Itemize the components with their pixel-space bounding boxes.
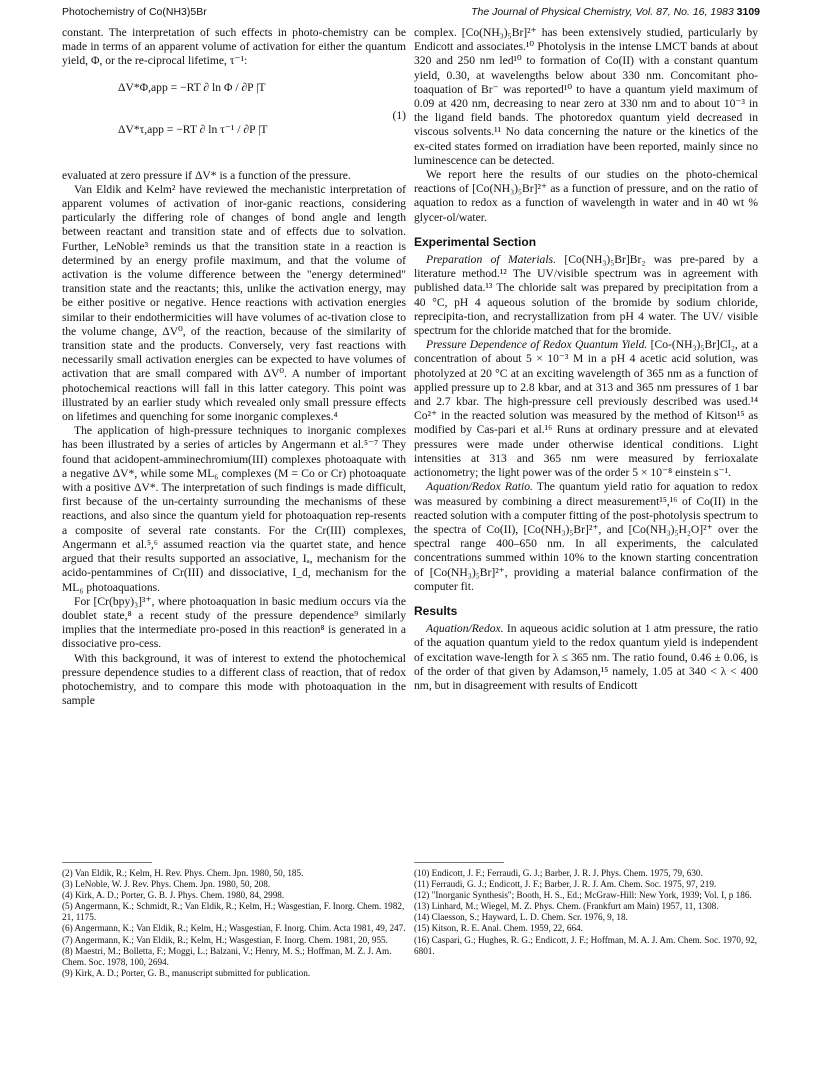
paragraph-text: In aqueous acidic solution at 1 atm pressure, the ratio of the aquation quantum yield to the redox quantum yield is independent of excitation wave-length for λ ≤ 365 nm. The ratio found, 0.46 ± 0.06, is of the order of that given by Adamson,¹⁵ namely, 1.05 at 340 < λ < 400 nm, but in disagreement with results of Endicott: [414, 622, 758, 692]
journal-citation: The Journal of Physical Chemistry, Vol. 87, No. 16, 1983: [471, 6, 734, 18]
paragraph: [414, 338, 758, 480]
paragraph: [414, 253, 758, 338]
run-in-heading: Aquation/Redox Ratio.: [426, 480, 533, 494]
running-header-left: Photochemistry of Co(NH3)5Br: [62, 6, 207, 18]
left-column: [62, 26, 406, 708]
paragraph: constant. The interpretation of such effects in photo-chemistry can be made in terms of an apparent volume of activation for either the quantum yield, Φ, or the re-ciprocal lifetime, τ⁻¹:: [62, 26, 406, 68]
section-heading: Results: [414, 603, 458, 618]
paragraph-text: [Co-(NH₃)₅Br]Cl₂, at a concentration of about 5 × 10⁻³ M in a pH 4 acetic acid solution, was photolyzed at 20 °C at an exciting wavelength of 365 nm as a function of applied pressure up to 2.8 kbar, and at 313 and 365 nm pressures of 1 bar and 2.7 kbar. The high-pressure cell previously described was used.¹⁴ Co²⁺ in the reacted solution was measured by the method of Kitson¹⁵ as modified by Cas-pari et al.¹⁶ Runs at ordinary pressure and at elevated pressures were made under otherwise identical conditions. Light intensities at 313 and 365 nm were measured by ferrioxalate actionometry; the light power was of the order 5 × 10⁻⁸ einstein s⁻¹.: [414, 338, 758, 480]
paragraph-text: The quantum yield ratio for aquation to redox was measured by combining a direct measurement¹⁵,¹⁶ of Co(II) in the reacted solution with a computer fitting of the post-photolysis spectrum to the spectra of Co(II), [Co(NH₃)₅Br]²⁺, and [Co(NH₃)₅H₂O]²⁺ over the spectral range 400–650 nm. In all experiments, the calculated concentrations summed within 10% to the known starting concentration of [Co(NH₃)₅Br]²⁺, providing a material balance confirmation of the computer fit.: [414, 480, 759, 593]
reference: (8) Maestri, M.; Bolletta, F.; Moggi, L.; Balzani, V.; Henry, M. S.; Hoffman, M. Z. J. Am. Chem. Soc. 1978, 100, 2694.: [62, 945, 392, 967]
reference: (16) Caspari, G.; Hughes, R. G.; Endicott, J. F.; Hoffman, M. A. J. Am. Chem. Soc. 1970, 92, 6801.: [414, 934, 758, 956]
run-in-heading: Preparation of Materials.: [426, 253, 556, 267]
reference: (9) Kirk, A. D.; Porter, G. B., manuscript submitted for publication.: [62, 967, 311, 978]
section-heading: Experimental Section: [414, 234, 537, 249]
paragraph: For [Cr(bpy)₃]³⁺, where photoaquation in basic medium occurs via the doublet state,⁸ a recent study of the pressure dependence⁹ similarly implies that the intermediate pro-posed in this reaction⁸ is generated in a dissociative pro-cess.: [62, 594, 406, 651]
equation-line: ΔV*τ,app = −RT ∂ ln τ⁻¹ / ∂P |T: [118, 122, 268, 136]
reference: (12) "Inorganic Synthesis"; Booth, H. S., Ed.; McGraw-Hill: New York, 1939; Vol. I, p 186.: [414, 890, 752, 901]
reference: (10) Endicott, J. F.; Ferraudi, G. J.; Barber, J. R. J. Phys. Chem. 1975, 79, 630.: [414, 868, 703, 878]
reference: (4) Kirk, A. D.; Porter, G. B. J. Phys. Chem. 1980, 84, 2998.: [62, 890, 285, 901]
reference: (13) Linhard, M.; Wiegel, M. Z. Phys. Chem. (Frankfurt am Main) 1957, 11, 1308.: [414, 901, 719, 912]
page-number: 3109: [736, 6, 760, 18]
reference: (5) Angermann, K.; Schmidt, R.; Van Eldik, R.; Kelm, H.; Wasgestian, F. Inorg. Chem. 1982, 21, 1175.: [62, 901, 405, 923]
right-column: [414, 26, 758, 693]
reference: (7) Angermann, K.; Van Eldik, R.; Kelm, H.; Wasgestian, F. Inorg. Chem. 1981, 20, 955.: [62, 934, 388, 945]
equation-line: ΔV*Φ,app = −RT ∂ ln Φ / ∂P |T: [118, 80, 266, 94]
references-left: [62, 868, 406, 979]
paragraph: [414, 480, 758, 594]
reference: (3) LeNoble, W. J. Rev. Phys. Chem. Jpn. 1980, 50, 208.: [62, 879, 271, 890]
paragraph: complex. [Co(NH₃)₅Br]²⁺ has been extensively studied, particularly by Endicott and associates.¹⁰ Photolysis in the intense LMCT bands at about 320 and 250 nm led¹⁰ to formation of Co(II) with a constant quantum yield, 0.30, at wavelengths below about 330 nm. Concomitant pho-toaquation of Br⁻ was reported¹⁰ to have a quantum yield maximum of 0.09 at 420 nm, decreasing to near zero at 330 nm and to about 10⁻³ in the ligand field bands. The photoredox quantum yield decreased in viscous solvents.¹¹ No data concerning the nature or the kinetics of the ex-cited states formed on irradiation have been reported, mainly since no luminescence can be detected.: [414, 26, 758, 167]
paragraph: The application of high-pressure techniques to inorganic complexes has been illustrated by a series of articles by Angermann et al.⁵⁻⁷ They found that acidopent-amminechromium(III) complexes photoaquate with a negative ΔV*, while some ML₆ complexes (M = Co or Cr) photoaquate with a positive ΔV*. The interpretation of such findings is made difficult, first because of the un-certainty surrounding the mechanisms of these reactions, and also since the quantum yield for photoaquation rep-resents a composite of several rate constants. For the Cr(III) complexes, Angermann et al.⁵,⁶ assumed reaction via the quartet state, and hence argued that their results supported an associative, Iₐ, mechanism for the acido-pentammines of Cr(III) and dissociative, I_d, mechanism for the ML₆ photoaquations.: [62, 424, 406, 594]
paragraph: evaluated at zero pressure if ΔV* is a function of the pressure.: [62, 168, 351, 182]
run-in-heading: Aquation/Redox.: [426, 622, 504, 636]
paragraph: [414, 622, 758, 693]
paragraph: Van Eldik and Kelm² have reviewed the mechanistic interpretation of apparent volumes of activation of inor-ganic reactions, considering particularly the differing role of changes of bond angle and length between reactant and transition state and of effects due to solvation. Further, LeNoble³ reminds us that the transition state in a reaction is determined by an energy profile maximum, and that the volume of activation is the volume difference between the "energy determined" transition state and the reactants; this, unlike the activation energy, may be either positive or negative. Hence reactions with activation energies similar to their endothermicities will have volumes of ac-tivation close to the volume change, ΔV⁰, of the reaction, because of the similarity of transition state and the products. Conversely, very fast reactions with necessarily small activation energies can be expected to have volumes of activation that are small compared with ΔV⁰. A number of important photochemical reactions will fall in this latter category. This point was illustrated by an earlier study which revealed only small pressure effects on lifetimes and quenching for some inorganic complexes.⁴: [62, 182, 406, 424]
reference: (14) Claesson, S.; Hayward, L. D. Chem. Scr. 1976, 9, 18.: [414, 912, 628, 923]
footnote-divider: [414, 862, 504, 863]
paragraph: We report here the results of our studies on the photo-chemical reactions of [Co(NH₃)₅Br]²⁺ as a function of pressure, and on the ratio of aquation to redox as a function of wavelength in water and in 40 wt % glycer-ol/water.: [414, 168, 758, 224]
footnote-divider: [62, 862, 152, 863]
reference: (15) Kitson, R. E. Anal. Chem. 1959, 22, 664.: [414, 923, 583, 934]
paragraph: With this background, it was of interest to extend the photochemical pressure dependence studies to a different class of reaction, that of redox photochemistry, and to compare this mode with photoaquation in the sample: [62, 651, 406, 708]
running-header-right: [471, 6, 760, 18]
run-in-heading: Pressure Dependence of Redox Quantum Yield.: [426, 338, 648, 352]
equation-number: (1): [392, 108, 406, 122]
reference: (2) Van Eldik, R.; Kelm, H. Rev. Phys. Chem. Jpn. 1980, 50, 185.: [62, 868, 304, 878]
references-right: [414, 868, 758, 957]
reference: (6) Angermann, K.; Van Eldik, R.; Kelm, H.; Wasgestian, F. Inorg. Chim. Acta 1981, 49, 247.: [62, 923, 406, 934]
paragraph-text: [Co(NH₃)₅Br]Br₂ was pre-pared by a literature method.¹² The UV/visible spectrum was in agreement with published data.¹³ The chloride salt was prepared by precipitation from a 40 °C, pH 4 aqueous solution of the bromide by sodium chloride, reprecipita-tion, and recrystallization from pH 4 water. The UV/ visible spectrum for the chloride matched that for the bromide.: [414, 253, 758, 338]
reference: (11) Ferraudi, G. J.; Endicott, J. F.; Barber, J. R. J. Am. Chem. Soc. 1975, 97, 219.: [414, 879, 717, 890]
equation-1: [62, 73, 406, 165]
